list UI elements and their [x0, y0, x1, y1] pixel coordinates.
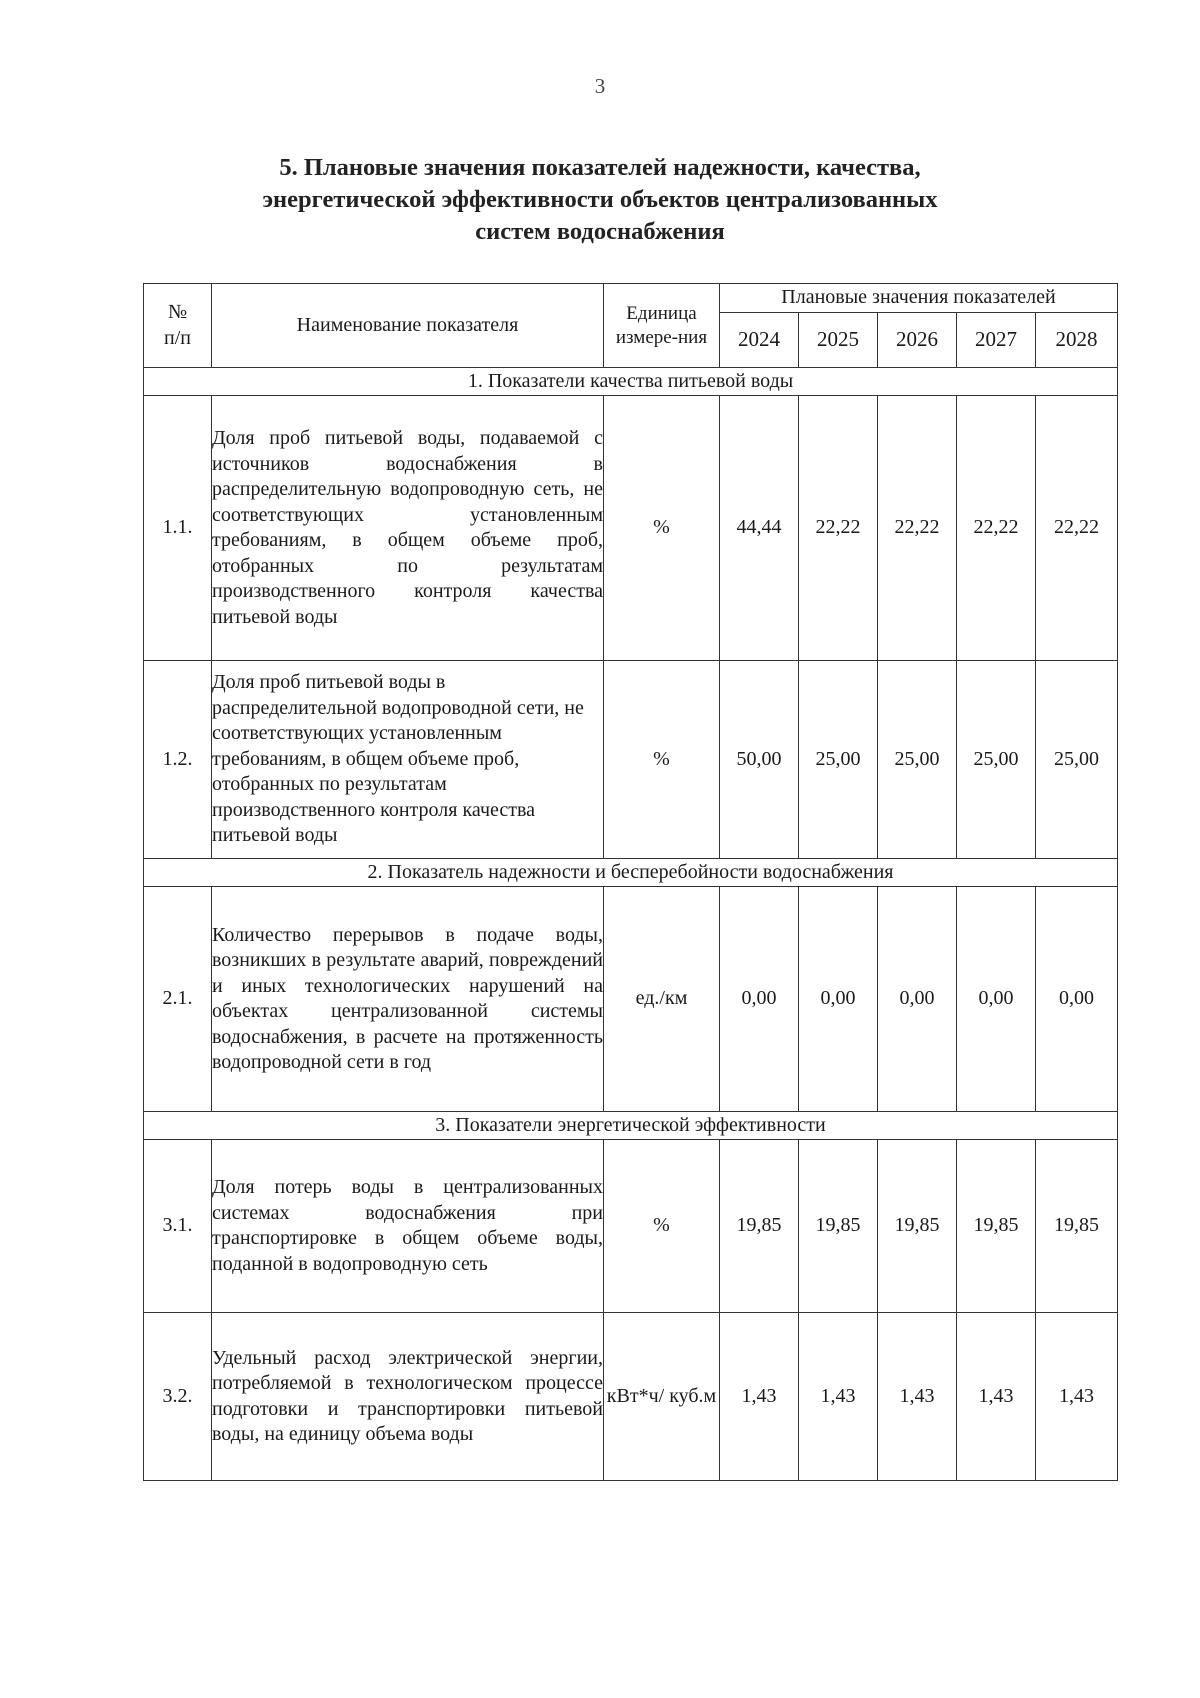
value-cell: 19,85 [957, 1140, 1036, 1313]
section-row [144, 1112, 1118, 1140]
indicators-table [143, 283, 1118, 1481]
value-cell: 22,22 [878, 396, 957, 661]
document-title [180, 152, 1020, 248]
indicator-name: Доля проб питьевой воды в распределительной водопроводной сети, не соответствующих установленным требованиям, в общем объеме проб, отобранных по результатам производственного контроля качества питьевой воды [212, 661, 604, 859]
value-cell: 25,00 [878, 661, 957, 859]
value-cell: 44,44 [720, 396, 799, 661]
value-cell: 1,43 [878, 1313, 957, 1481]
header-unit: Единица измере-ния [604, 284, 720, 368]
header-year: 2026 [878, 313, 957, 368]
section-title: 2. Показатель надежности и бесперебойности водоснабжения [144, 859, 1118, 887]
value-cell: 22,22 [799, 396, 878, 661]
value-cell: 25,00 [799, 661, 878, 859]
header-number: № п/п [144, 284, 212, 368]
value-cell: 1,43 [1036, 1313, 1118, 1481]
row-number: 3.1. [144, 1140, 212, 1313]
value-cell: 22,22 [1036, 396, 1118, 661]
section-title: 1. Показатели качества питьевой воды [144, 368, 1118, 396]
header-year: 2028 [1036, 313, 1118, 368]
indicator-name: Удельный расход электрической энергии, потребляемой в технологическом процессе подготовки и транспортировки питьевой воды, на единицу объема воды [212, 1313, 604, 1481]
unit-cell: % [604, 661, 720, 859]
value-cell: 0,00 [799, 887, 878, 1112]
title-line-1: 5. Плановые значения показателей надежности, качества, [279, 154, 921, 181]
title-line-3: систем водоснабжения [475, 218, 725, 245]
value-cell: 1,43 [720, 1313, 799, 1481]
value-cell: 1,43 [957, 1313, 1036, 1481]
unit-cell: % [604, 396, 720, 661]
table-row [144, 661, 1118, 859]
value-cell: 19,85 [799, 1140, 878, 1313]
section-title: 3. Показатели энергетической эффективности [144, 1112, 1118, 1140]
title-line-2: энергетической эффективности объектов централизованных [262, 186, 938, 213]
value-cell: 0,00 [1036, 887, 1118, 1112]
page-number: 3 [594, 74, 606, 98]
value-cell: 19,85 [1036, 1140, 1118, 1313]
value-cell: 0,00 [957, 887, 1036, 1112]
value-cell: 0,00 [720, 887, 799, 1112]
table-row [144, 887, 1118, 1112]
table-row [144, 396, 1118, 661]
value-cell: 1,43 [799, 1313, 878, 1481]
table-row [144, 1313, 1118, 1481]
indicator-name: Количество перерывов в подаче воды, возникших в результате аварий, повреждений и иных технологических нарушений на объектах централизованной системы водоснабжения, в расчете на протяженность водопроводной сети в год [212, 887, 604, 1112]
row-number: 1.2. [144, 661, 212, 859]
unit-cell: кВт*ч/ куб.м [604, 1313, 720, 1481]
value-cell: 22,22 [957, 396, 1036, 661]
header-row [144, 284, 1118, 313]
row-number: 2.1. [144, 887, 212, 1112]
header-year: 2024 [720, 313, 799, 368]
header-year: 2025 [799, 313, 878, 368]
unit-cell: % [604, 1140, 720, 1313]
unit-cell: ед./км [604, 887, 720, 1112]
value-cell: 19,85 [878, 1140, 957, 1313]
indicator-name: Доля потерь воды в централизованных системах водоснабжения при транспортировке в общем объеме воды, поданной в водопроводную сеть [212, 1140, 604, 1313]
value-cell: 25,00 [1036, 661, 1118, 859]
row-number: 3.2. [144, 1313, 212, 1481]
table-row [144, 1140, 1118, 1313]
header-year: 2027 [957, 313, 1036, 368]
value-cell: 25,00 [957, 661, 1036, 859]
section-row [144, 859, 1118, 887]
row-number: 1.1. [144, 396, 212, 661]
header-name: Наименование показателя [212, 284, 604, 368]
indicator-name: Доля проб питьевой воды, подаваемой с источников водоснабжения в распределительную водопроводную сеть, не соответствующих установленным требованиям, в общем объеме проб, отобранных по результатам производственного контроля качества питьевой воды [212, 396, 604, 661]
value-cell: 19,85 [720, 1140, 799, 1313]
value-cell: 50,00 [720, 661, 799, 859]
header-planned-values: Плановые значения показателей [720, 284, 1118, 313]
section-row [144, 368, 1118, 396]
value-cell: 0,00 [878, 887, 957, 1112]
